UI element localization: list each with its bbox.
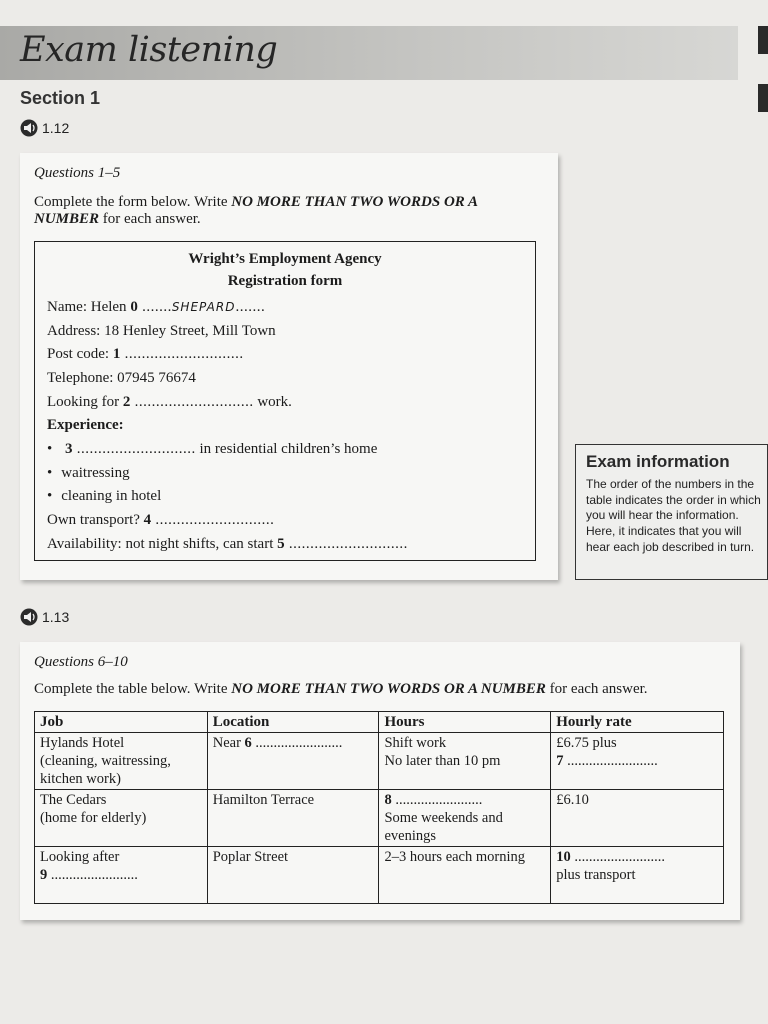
location-cell: Hamilton Terrace — [207, 790, 379, 847]
hours-cell: Shift work No later than 10 pm — [379, 733, 551, 790]
audio-track-1-12[interactable] — [20, 119, 69, 137]
job-cell[interactable]: Looking after 9 ........................ — [35, 847, 208, 904]
page-tab-marker — [758, 84, 768, 112]
experience-item-waitressing: • waitressing — [47, 465, 130, 482]
location-cell[interactable]: Near 6 ........................ — [207, 733, 379, 790]
looking-for-line[interactable]: Looking for 2 ............................ work. — [47, 394, 292, 410]
hours-cell: 2–3 hours each morning — [379, 847, 551, 904]
table-header-row — [35, 712, 724, 733]
experience-item-cleaning: • cleaning in hotel — [47, 488, 161, 505]
audio-track-1-13[interactable] — [20, 608, 69, 626]
column-header: Job — [35, 712, 208, 733]
instructions: Complete the table below. Write NO MORE THAN TWO WORDS OR A NUMBER for each answer. — [34, 681, 648, 697]
table-row — [35, 847, 724, 904]
track-label: 1.13 — [42, 609, 70, 625]
availability-line[interactable]: Availability: not night shifts, can start 5 ............................ — [47, 536, 408, 552]
column-header: Location — [207, 712, 379, 733]
example-answer: SHEPARD — [171, 300, 236, 314]
experience-heading: Experience: — [47, 417, 124, 433]
section-title: Section 1 — [20, 88, 101, 108]
hours-cell[interactable]: 8 ........................ Some weekends and evenings — [379, 790, 551, 847]
questions-heading: Questions 1–5 — [34, 165, 121, 181]
table-row — [35, 733, 724, 790]
name-line: Name: Helen 0 .......SHEPARD....... — [47, 299, 266, 315]
transport-line[interactable]: Own transport? 4 ............................ — [47, 512, 275, 528]
info-body: The order of the numbers in the table indicates the order in which you will hear the information. Here, it indicates that you will hear each job described in turn. — [586, 477, 761, 554]
page-title: Exam listening — [20, 30, 278, 70]
column-header: Hours — [379, 712, 551, 733]
page-tab-marker — [758, 26, 768, 54]
registration-form — [34, 241, 536, 561]
jobs-table — [34, 711, 724, 904]
rate-cell[interactable]: 10 ......................... plus transport — [551, 847, 724, 904]
location-cell: Poplar Street — [207, 847, 379, 904]
telephone-line: Telephone: 07945 76674 — [47, 370, 196, 386]
exam-information-box — [575, 444, 768, 580]
track-label: 1.12 — [42, 120, 70, 136]
job-cell: Hylands Hotel (cleaning, waitressing, kitchen work) — [35, 733, 208, 790]
address-line: Address: 18 Henley Street, Mill Town — [47, 323, 276, 339]
questions-1-5-panel — [20, 153, 558, 580]
instructions: Complete the form below. Write NO MORE THAN TWO WORDS OR A NUMBER for each answer. — [34, 194, 478, 227]
questions-heading: Questions 6–10 — [34, 654, 128, 670]
questions-6-10-panel — [20, 642, 740, 920]
rate-cell: £6.10 — [551, 790, 724, 847]
speaker-icon — [20, 608, 40, 626]
table-row — [35, 790, 724, 847]
agency-name: Wright’s Employment Agency — [188, 251, 382, 267]
rate-cell[interactable]: £6.75 plus 7 ......................... — [551, 733, 724, 790]
speaker-icon — [20, 119, 40, 137]
form-subtitle: Registration form — [227, 273, 343, 289]
info-title: Exam information — [586, 452, 730, 471]
column-header: Hourly rate — [551, 712, 724, 733]
experience-item-3[interactable]: • 3 ............................ in residential children’s home — [47, 441, 377, 458]
postcode-line[interactable]: Post code: 1 ............................ — [47, 346, 244, 362]
job-cell: The Cedars (home for elderly) — [35, 790, 208, 847]
